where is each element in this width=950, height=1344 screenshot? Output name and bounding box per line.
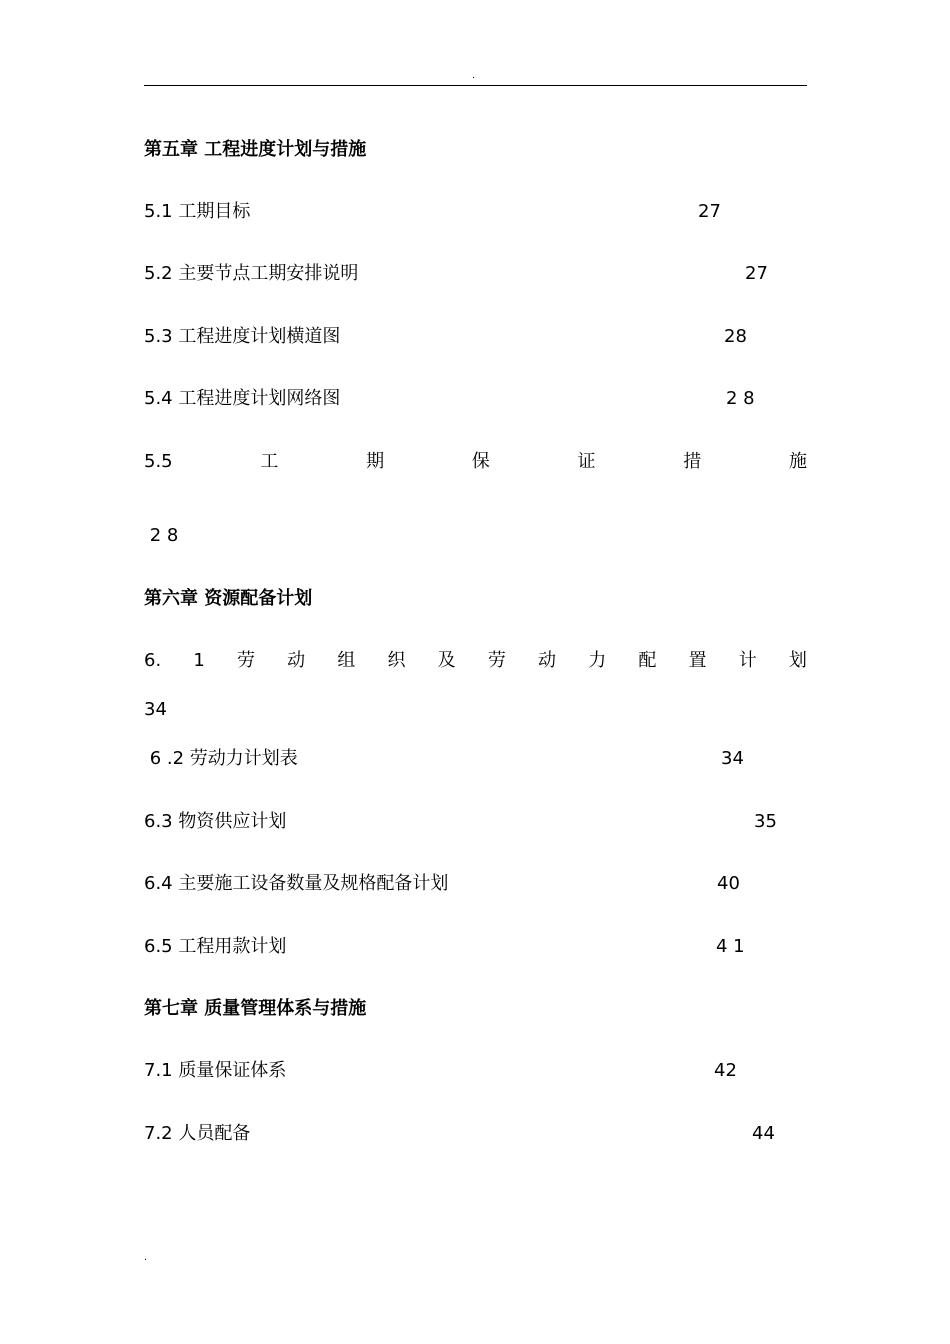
toc-5-5-char: 措 [683,451,702,472]
toc-5-3-label: 5.3 工程进度计划横道图 [144,326,341,347]
toc-7-2-label: 7.2 人员配备 [144,1123,251,1144]
toc-5-1-label: 5.1 工期目标 [144,201,251,222]
toc-5-2-label: 5.2 主要节点工期安排说明 [144,263,359,284]
toc-6-4-label: 6.4 主要施工设备数量及规格配备计划 [144,873,449,894]
toc-5-1-page: 27 [698,201,721,222]
chapter-5-title: 第五章 工程进度计划与措施 [144,139,367,160]
toc-5-4-label: 5.4 工程进度计划网络图 [144,388,341,409]
toc-5-5-char: 证 [577,451,596,472]
toc-5-5-char: 工 [260,451,279,472]
toc-6-1-char: 计 [738,650,757,671]
toc-5-3-page: 28 [724,326,747,347]
toc-6-2-page: 34 [721,748,744,769]
toc-6-5-page: 4 1 [716,936,745,957]
toc-7-1-page: 42 [714,1060,737,1081]
toc-5-5-char: 期 [366,451,385,472]
toc-6-1-char: 1 [193,650,205,671]
toc-6-1-char: 劳 [487,650,506,671]
toc-6-1-char: 配 [638,650,657,671]
toc-5-2-page: 27 [745,263,768,284]
toc-5-5-char: 保 [471,451,490,472]
header-rule [144,85,807,86]
toc-6-2-label: 6 .2 劳动力计划表 [144,748,298,769]
toc-5-5-char: 施 [788,451,807,472]
toc-6-4-page: 40 [717,873,740,894]
toc-6-3-label: 6.3 物资供应计划 [144,811,287,832]
toc-6-1-char: 置 [688,650,707,671]
header-mark: . [472,70,476,81]
toc-7-2-page: 44 [752,1123,775,1144]
toc-6-1-char: 劳 [236,650,255,671]
toc-6-1-char: 力 [588,650,607,671]
toc-6-1-char: 动 [538,650,557,671]
chapter-6-title: 第六章 资源配备计划 [144,588,313,609]
footer-mark: . [144,1252,148,1263]
toc-5-5-char: 5.5 [144,451,173,472]
toc-6-1-char: 及 [437,650,456,671]
toc-5-5-label [144,450,807,474]
toc-6-1-char: 划 [788,650,807,671]
toc-7-1-label: 7.1 质量保证体系 [144,1060,287,1081]
toc-6-3-page: 35 [754,811,777,832]
chapter-7-title: 第七章 质量管理体系与措施 [144,998,367,1019]
toc-6-1-label [144,649,807,673]
toc-5-5-page: 2 8 [144,525,179,546]
toc-6-5-label: 6.5 工程用款计划 [144,936,287,957]
toc-6-1-char: 织 [387,650,406,671]
toc-6-1-char: 动 [287,650,306,671]
toc-5-4-page: 2 8 [726,388,755,409]
toc-6-1-char: 组 [337,650,356,671]
toc-6-1-page: 34 [144,699,167,720]
toc-6-1-char: 6. [144,650,162,671]
